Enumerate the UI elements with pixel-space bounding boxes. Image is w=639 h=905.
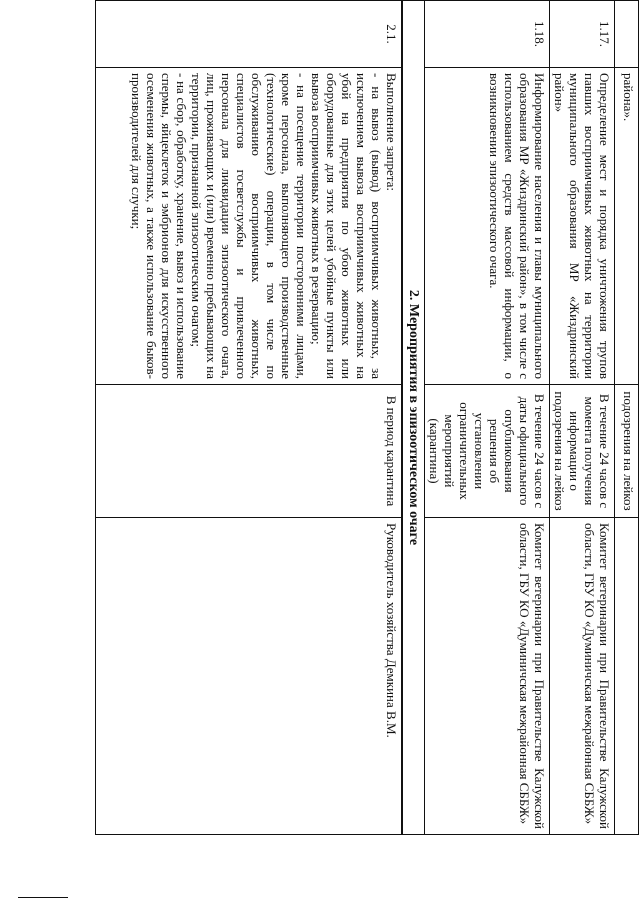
footnote-separator <box>18 897 68 898</box>
measure-intro: Выполнение запрета: <box>384 73 399 192</box>
deadline-text: В течение 24 часов с даты официального опубликования решения об установлении ограничительных мероприятий (карантина) <box>425 385 550 518</box>
responsible-text: Комитет ветеринарии при Правительстве Калужской области, ГБУ КО «Думиничская межрайонная СББЖ» <box>550 518 615 835</box>
deadline-text: В период карантина <box>96 385 402 518</box>
row-number <box>615 1 639 68</box>
row-number: 2.1. <box>96 1 402 68</box>
table-row <box>615 1 639 835</box>
row-number: 1.17. <box>550 1 615 68</box>
table-row <box>550 1 615 835</box>
responsible-text <box>615 518 639 835</box>
section-title: 2. Мероприятия в эпизоотическом очаге <box>402 1 425 835</box>
section-header-row <box>402 1 425 835</box>
row-number: 1.18. <box>425 1 550 68</box>
measures-table <box>96 0 639 835</box>
measure-text: района». <box>615 68 639 385</box>
measure-bullet: - на посещение территории посторонними лицами, кроме персонала, выполняющего производственные (технологические) операции, в том числе по обслуживанию восприимчивых животных, специалистов госветслужбы и привлеченного персонала для ликвидации эпизоотического очага, лиц, проживающих и (или) временно пребывающих на территории, признанной эпизоотическим очагом; <box>189 73 309 379</box>
measure-text: Информирование населения и главы муниципального образования МР «Жиздринский район», в том числе с использованием средств массовой информации, о возникновении эпизоотического очага. <box>425 68 550 385</box>
measure-bullet: - на вывоз (вывод) восприимчивых животных, за исключением вывоза восприимчивых животных на убой на предприятия по убою животных или оборудованные для этих целей убойные пункты или вывоза восприимчивых животных в резервацию; <box>309 73 384 379</box>
measure-text <box>96 68 402 385</box>
responsible-text: Руководитель хозяйства Демкина В.М. <box>96 518 402 835</box>
measure-bullet: - на сбор, обработку, хранение, вывоз и использование спермы, яйцеклеток и эмбрионов для искусственного осеменения животных, а также использование быков-производителей для случки; <box>129 73 189 379</box>
table-row <box>425 1 550 835</box>
deadline-text: подозрения на лейкоз <box>615 385 639 518</box>
measure-text: Определение мест и порядка уничтожения трупов павших восприимчивых животных на территории муниципального образования МР «Жиздринский район» <box>550 68 615 385</box>
responsible-text: Комитет ветеринарии при Правительстве Калужской области, ГБУ КО «Думиничская межрайонная СББЖ» <box>425 518 550 835</box>
table-row <box>96 1 402 835</box>
deadline-text: В течение 24 часов с момента получения информации о подозрения на лейкоз <box>550 385 615 518</box>
